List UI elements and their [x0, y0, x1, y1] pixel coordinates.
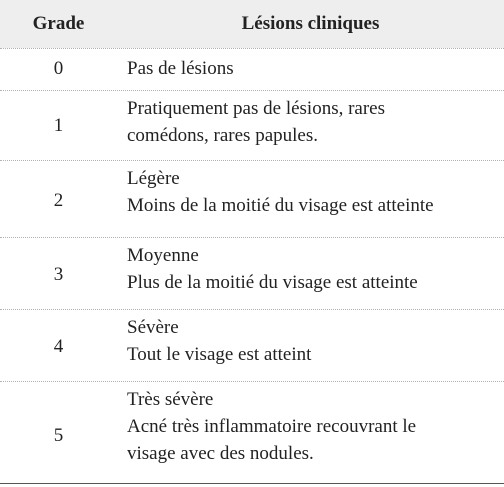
- grade-cell: 3: [53, 264, 64, 285]
- lesion-cell: [127, 386, 497, 467]
- lesion-line: visage avec des nodules.: [127, 443, 314, 464]
- lesion-line: Acné très inflammatoire recouvrant le: [127, 416, 417, 437]
- table-row: [0, 381, 504, 483]
- lesion-cell: [127, 314, 497, 368]
- lesion-line: Pas de lésions: [127, 58, 234, 79]
- grade-cell: 5: [53, 425, 64, 446]
- lesion-cell: [127, 55, 497, 82]
- lesion-cell: [127, 242, 497, 296]
- lesion-line: Sévère: [127, 317, 179, 338]
- lesion-line: comédons, rares papules.: [127, 125, 318, 146]
- lesion-line: Légère: [127, 168, 180, 189]
- header-grade: Grade: [32, 13, 85, 34]
- lesion-line: Plus de la moitié du visage est atteinte: [127, 272, 418, 293]
- lesion-line: Moyenne: [127, 245, 199, 266]
- table-row: [0, 48, 504, 90]
- lesion-line: Pratiquement pas de lésions, rares: [127, 98, 386, 119]
- grade-cell: 4: [53, 336, 64, 357]
- lesion-cell: [127, 165, 497, 219]
- table-bottom-rule: [0, 483, 504, 484]
- table-row: [0, 160, 504, 237]
- grade-cell: 0: [53, 58, 64, 79]
- header-lesions: Lésions cliniques: [241, 13, 380, 34]
- lesion-line: Tout le visage est atteint: [127, 344, 312, 365]
- lesion-line: Moins de la moitié du visage est atteinte: [127, 195, 434, 216]
- lesion-cell: [127, 95, 497, 149]
- table-row: [0, 309, 504, 381]
- table-row: [0, 237, 504, 309]
- lesion-line: Très sévère: [127, 389, 214, 410]
- table-header: [0, 0, 504, 48]
- grade-cell: 2: [53, 190, 64, 211]
- table-row: [0, 90, 504, 160]
- grade-cell: 1: [53, 115, 64, 136]
